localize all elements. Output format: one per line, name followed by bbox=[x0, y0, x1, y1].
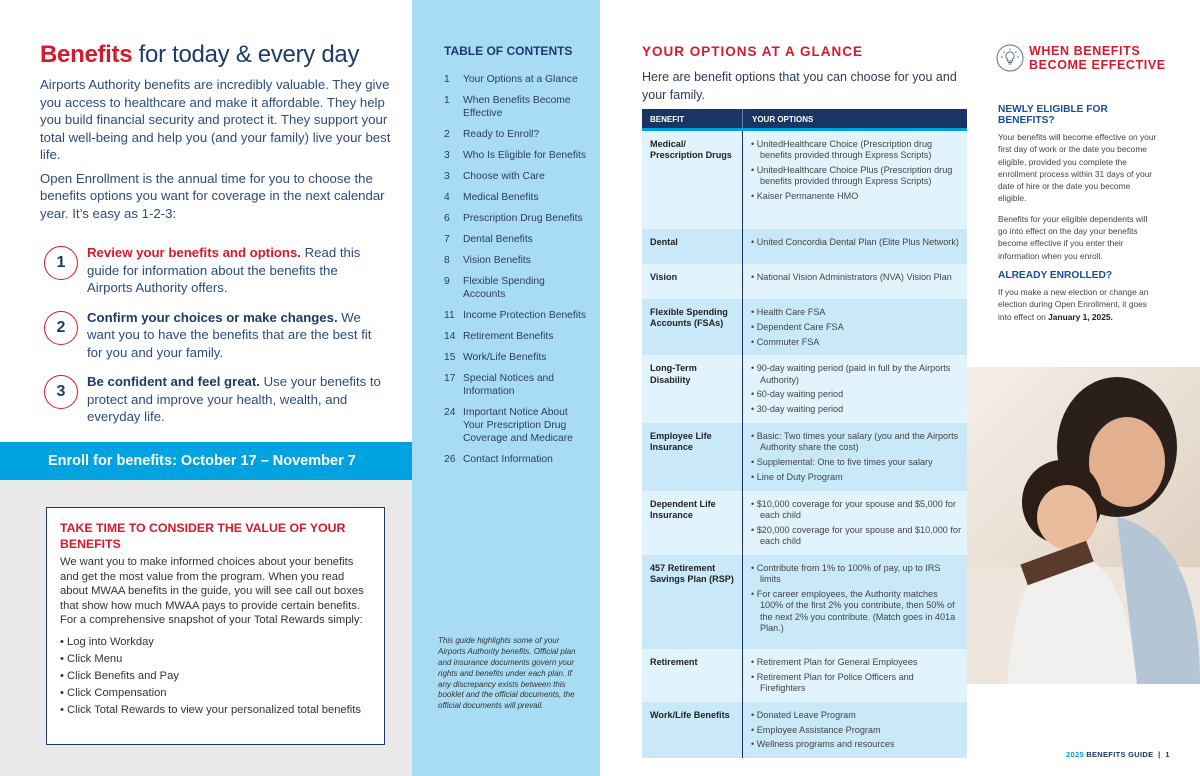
options-table bbox=[642, 109, 967, 758]
benefit-name: Work/Life Benefits bbox=[642, 702, 743, 758]
toc-label: Who Is Eligible for Benefits bbox=[463, 150, 587, 161]
glance-intro: Here are benefit options that you can choose for you and your family. bbox=[642, 70, 957, 102]
toc-page: 4 bbox=[444, 192, 450, 203]
benefit-name: 457 Retirement Savings Plan (RSP) bbox=[642, 555, 743, 649]
intro-paragraph: Airports Authority benefits are incredibly valuable. They give you access to healthcare and make it affordable. They help you build financial security and protect it. They support your total well-being and help you (and your family) live your best life. bbox=[40, 77, 391, 162]
step-2: 2 Confirm your choices or make changes. We want you to have the benefits that are the best fit for you and your family. bbox=[44, 309, 384, 362]
list-item: • Click Menu bbox=[60, 651, 371, 668]
toc-item[interactable] bbox=[444, 233, 600, 246]
toc-label: Prescription Drug Benefits bbox=[463, 213, 583, 224]
table-row bbox=[642, 423, 967, 491]
option-item: • Contribute from 1% to 100% of pay, up to IRS limits bbox=[751, 563, 961, 586]
options-list bbox=[743, 649, 967, 702]
benefit-name: Medical/ Prescription Drugs bbox=[642, 131, 743, 229]
intro-paragraph-2: Open Enrollment is the annual time for you to choose the benefits options you want for coverage in the next calendar year. It’s easy as 1-2-3: bbox=[40, 170, 385, 221]
glance-title: YOUR OPTIONS AT A GLANCE bbox=[642, 44, 864, 59]
toc-item[interactable] bbox=[444, 453, 600, 466]
benefit-name: Dental bbox=[642, 229, 743, 264]
list-item: • Click Total Rewards to view your personalized total benefits bbox=[60, 702, 371, 719]
page-footer: 2025 BENEFITS GUIDE | 1 bbox=[1066, 750, 1170, 759]
step-number: 1 bbox=[44, 246, 78, 280]
benefit-name: Dependent Life Insurance bbox=[642, 491, 743, 555]
toc-item[interactable] bbox=[444, 330, 600, 343]
option-item: • Employee Assistance Program bbox=[751, 725, 895, 736]
option-item: • Commuter FSA bbox=[751, 337, 844, 348]
toc-item[interactable] bbox=[444, 128, 600, 141]
step-1: 1 Review your benefits and options. Read this guide for information about the benefits the Airports Authority offers. bbox=[44, 244, 384, 297]
table-of-contents: TABLE OF CONTENTS 1 Your Options at a Glance 1 When Benefits Become Effective 2 Ready to Enroll? 3 Who Is Eligible for Benefits 3 Choose with Care 4 Medical Benefits 6 Prescription Drug Benefits 7 Dental Benefits 8 Vision Benefits 9 Flexible Spending Accounts 11 Income Protection Benefits 14 Retirement Benefits 15 Work/Life Benefits 17 Special Notices and Information 24 Important Notice About Your Prescription Drug Coverage and Medicare 26 Contact Information This guide highlights some of your Airports Authority benefits. Official plan and insurance documents govern your rights and benefits under each plan. If any discrepancy exists between this booklet and the official documents, the official documents will prevail. bbox=[412, 0, 600, 776]
toc-label: Choose with Care bbox=[463, 171, 545, 182]
toc-label: Income Protection Benefits bbox=[463, 310, 587, 321]
options-list bbox=[743, 555, 967, 649]
toc-page: 1 bbox=[444, 74, 450, 85]
toc-label: Dental Benefits bbox=[463, 234, 533, 245]
benefit-name: Employee Life Insurance bbox=[642, 423, 743, 491]
toc-page: 6 bbox=[444, 213, 450, 224]
option-item: • United Concordia Dental Plan (Elite Plus Network) bbox=[751, 237, 959, 248]
toc-item[interactable] bbox=[444, 406, 600, 445]
option-item: • $10,000 coverage for your spouse and $5,000 for each child bbox=[751, 499, 961, 522]
table-row bbox=[642, 649, 967, 702]
toc-item[interactable] bbox=[444, 212, 600, 225]
disclaimer: This guide highlights some of your Airports Authority benefits. Official plan and insurance documents govern your rights and benefits under each plan. If any discrepancy exists between this booklet and the official documents, the official documents will prevail. bbox=[438, 636, 576, 711]
table-row bbox=[642, 264, 967, 299]
table-row bbox=[642, 131, 967, 229]
toc-item[interactable] bbox=[444, 351, 600, 364]
option-item: • $20,000 coverage for your spouse and $10,000 for each child bbox=[751, 525, 961, 548]
benefit-name: Long-Term Disability bbox=[642, 355, 743, 423]
option-item: • Retirement Plan for General Employees bbox=[751, 657, 961, 668]
total-rewards-callout: TAKE TIME TO CONSIDER THE VALUE OF YOUR BENEFITS We want you to make informed choices about your benefits and get the most value from the program. When you read about MWAA benefits in the guide, you will see call out boxes that show how much MWAA pays to provide certain benefits. For a comprehensive snapshot of your Total Rewards simply: • Log into Workday • Click Menu • Click Benefits and Pay • Click Compensation • Click Total Rewards to view your personalized total benefits bbox=[46, 507, 385, 745]
effective-section: NEWLY ELIGIBLE FOR BENEFITS? Your benefits will become effective on your first day of work or the date you become eligible, provided you complete the enrollment process within 31 days of your date of hire or the date you become eligible. Benefits for your eligible dependents will go into effect on the day your benefits become effective if you enter their information when you enroll. ALREADY ENROLLED? If you make a new election or change an election during Open Enrollment, it goes into effect on January 1, 2025. bbox=[998, 104, 1157, 322]
toc-item[interactable] bbox=[444, 275, 600, 301]
toc-page: 26 bbox=[444, 454, 456, 465]
steps-list bbox=[60, 634, 371, 719]
step-number: 2 bbox=[44, 311, 78, 345]
toc-page: 11 bbox=[444, 310, 455, 321]
intro-content bbox=[40, 40, 392, 438]
step-3: 3 Be confident and feel great. Use your benefits to protect and improve your health, wealth, and everyday life. bbox=[44, 373, 384, 426]
options-list bbox=[743, 131, 967, 229]
toc-page: 9 bbox=[444, 276, 450, 287]
options-list bbox=[743, 702, 901, 758]
toc-label: Retirement Benefits bbox=[463, 331, 554, 342]
toc-label: Contact Information bbox=[463, 454, 553, 465]
option-item: • Donated Leave Program bbox=[751, 710, 895, 721]
step-number: 3 bbox=[44, 375, 78, 409]
benefit-name: Retirement bbox=[642, 649, 743, 702]
list-item: • Click Compensation bbox=[60, 685, 371, 702]
steps-list bbox=[44, 244, 392, 438]
options-list bbox=[743, 264, 958, 299]
option-item: • Wellness programs and resources bbox=[751, 739, 895, 750]
toc-page: 1 bbox=[444, 95, 450, 106]
option-item: • National Vision Administrators (NVA) Vision Plan bbox=[751, 272, 952, 283]
toc-label: Your Options at a Glance bbox=[463, 74, 578, 85]
toc-label: Medical Benefits bbox=[463, 192, 539, 203]
option-item: • 90-day waiting period (paid in full by the Airports Authority) bbox=[751, 363, 961, 386]
option-item: • UnitedHealthcare Choice (Prescription drug benefits provided through Express Scripts) bbox=[751, 139, 961, 162]
table-row bbox=[642, 229, 967, 264]
toc-label: Important Notice About Your Prescription Drug Coverage and Medicare bbox=[463, 407, 573, 444]
toc-item[interactable] bbox=[444, 149, 600, 162]
toc-label: Ready to Enroll? bbox=[463, 129, 540, 140]
benefit-name: Flexible Spending Accounts (FSAs) bbox=[642, 299, 743, 355]
toc-item[interactable] bbox=[444, 254, 600, 267]
table-row bbox=[642, 555, 967, 649]
option-item: • Dependent Care FSA bbox=[751, 322, 844, 333]
options-list bbox=[743, 423, 967, 491]
toc-item[interactable] bbox=[444, 170, 600, 183]
options-list bbox=[743, 355, 967, 423]
option-item: • For career employees, the Authority matches 100% of the first 2% you contribute, then 50% of the next 2% you contribute. (Match goes in 401a Plan.) bbox=[751, 589, 961, 634]
toc-item[interactable] bbox=[444, 372, 600, 398]
table-row bbox=[642, 491, 967, 555]
toc-page: 15 bbox=[444, 352, 456, 363]
toc-page: 7 bbox=[444, 234, 450, 245]
enrollment-dates-banner: Enroll for benefits: October 17 – November 7 bbox=[0, 442, 412, 480]
option-item: • Health Care FSA bbox=[751, 307, 844, 318]
toc-page: 8 bbox=[444, 255, 450, 266]
toc-page: 14 bbox=[444, 331, 456, 342]
list-item: • Log into Workday bbox=[60, 634, 371, 651]
options-list bbox=[743, 491, 967, 555]
toc-label: Flexible Spending Accounts bbox=[463, 276, 545, 300]
option-item: • Kaiser Permanente HMO bbox=[751, 191, 961, 202]
toc-label: When Benefits Become Effective bbox=[463, 95, 571, 119]
toc-item[interactable] bbox=[444, 309, 600, 322]
option-item: • Line of Duty Program bbox=[751, 472, 961, 483]
option-item: • Retirement Plan for Police Officers and Firefighters bbox=[751, 672, 961, 695]
options-list bbox=[743, 229, 965, 264]
toc-label: Work/Life Benefits bbox=[463, 352, 547, 363]
table-row bbox=[642, 355, 967, 423]
lightbulb-icon bbox=[996, 44, 1024, 72]
table-row bbox=[642, 299, 967, 355]
toc-page: 3 bbox=[444, 171, 450, 182]
option-item: • Supplemental: One to five times your salary bbox=[751, 457, 961, 468]
toc-page: 17 bbox=[444, 373, 456, 384]
toc-label: Special Notices and Information bbox=[463, 373, 555, 397]
options-list bbox=[743, 299, 850, 355]
toc-page: 24 bbox=[444, 407, 456, 418]
option-item: • 30-day waiting period bbox=[751, 404, 961, 415]
benefit-name: Vision bbox=[642, 264, 743, 299]
option-item: • 60-day waiting period bbox=[751, 389, 961, 400]
family-reading-photo bbox=[967, 367, 1200, 684]
table-row bbox=[642, 702, 967, 758]
toc-label: Vision Benefits bbox=[463, 255, 531, 266]
toc-item[interactable] bbox=[444, 94, 600, 120]
toc-item[interactable] bbox=[444, 73, 600, 86]
toc-page: 2 bbox=[444, 129, 450, 140]
effective-header: WHEN BENEFITS BECOME EFFECTIVE bbox=[996, 44, 1166, 88]
list-item: • Click Benefits and Pay bbox=[60, 668, 371, 685]
toc-item[interactable] bbox=[444, 191, 600, 204]
toc-page: 3 bbox=[444, 150, 450, 161]
option-item: • Basic: Two times your salary (you and the Airports Authority share the cost) bbox=[751, 431, 961, 454]
table-header: BENEFIT YOUR OPTIONS bbox=[642, 109, 967, 131]
page-title: Benefits for today & every day bbox=[40, 41, 360, 68]
option-item: • UnitedHealthcare Choice Plus (Prescription drug benefits provided through Express Scripts) bbox=[751, 165, 961, 188]
